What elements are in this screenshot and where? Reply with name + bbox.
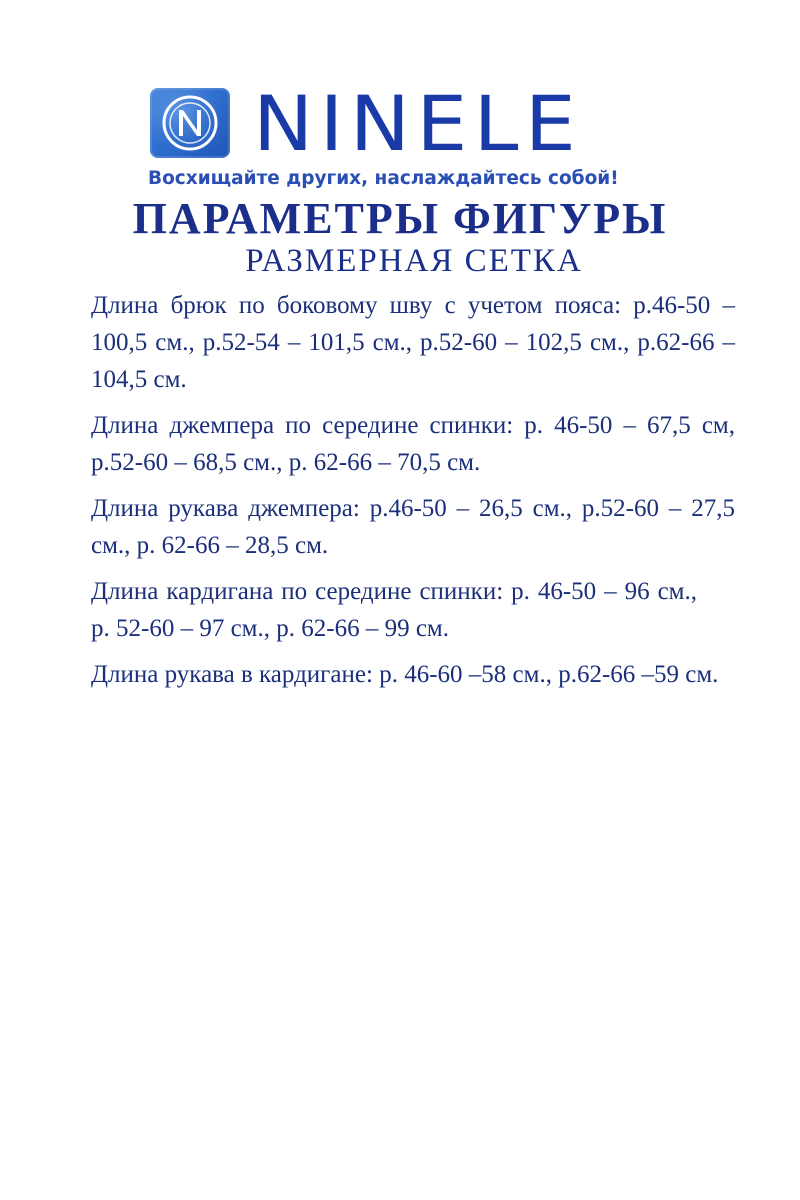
cardigan-sleeve-length-text: Длина рукава в кардигане: р. 46-60 –58 см., р.62-66 –59 см. (91, 661, 719, 688)
page-subtitle: РАЗМЕРНАЯ СЕТКА (245, 243, 583, 279)
size-parameters (91, 287, 735, 702)
brand-logo (150, 79, 670, 168)
page-title: ПАРАМЕТРЫ ФИГУРЫ (132, 194, 668, 243)
ninele-n-emblem-icon (150, 88, 230, 158)
brand-slogan: Восхищайте других, наслаждайтесь собой! (148, 168, 619, 189)
jumper-back-length-text: Длина джемпера по середине спинки: р. 46-50 – 67,5 см, р.52-60 – 68,5 см., р. 62-66 – 70,5 см. (91, 412, 735, 476)
trousers-length-text: Длина брюк по боковому шву с учетом пояса: р.46-50 – 100,5 см., р.52-54 – 101,5 см., р.52-60 – 102,5 см., р.62-66 – 104,5 см. (91, 292, 735, 393)
cardigan-back-length-part-2: р. 52-60 – 97 см., р. 62-66 – 99 см. (91, 615, 449, 642)
brand-wordmark: NINELE (253, 79, 583, 168)
cardigan-back-length-text (91, 573, 735, 647)
jumper-sleeve-length-text: Длина рукава джемпера: р.46-50 – 26,5 см., р.52-60 – 27,5 см., р. 62-66 – 28,5 см. (91, 495, 735, 559)
cardigan-back-length-part-1: Длина кардигана по середине спинки: р. 46-50 – 96 см., (91, 578, 697, 605)
